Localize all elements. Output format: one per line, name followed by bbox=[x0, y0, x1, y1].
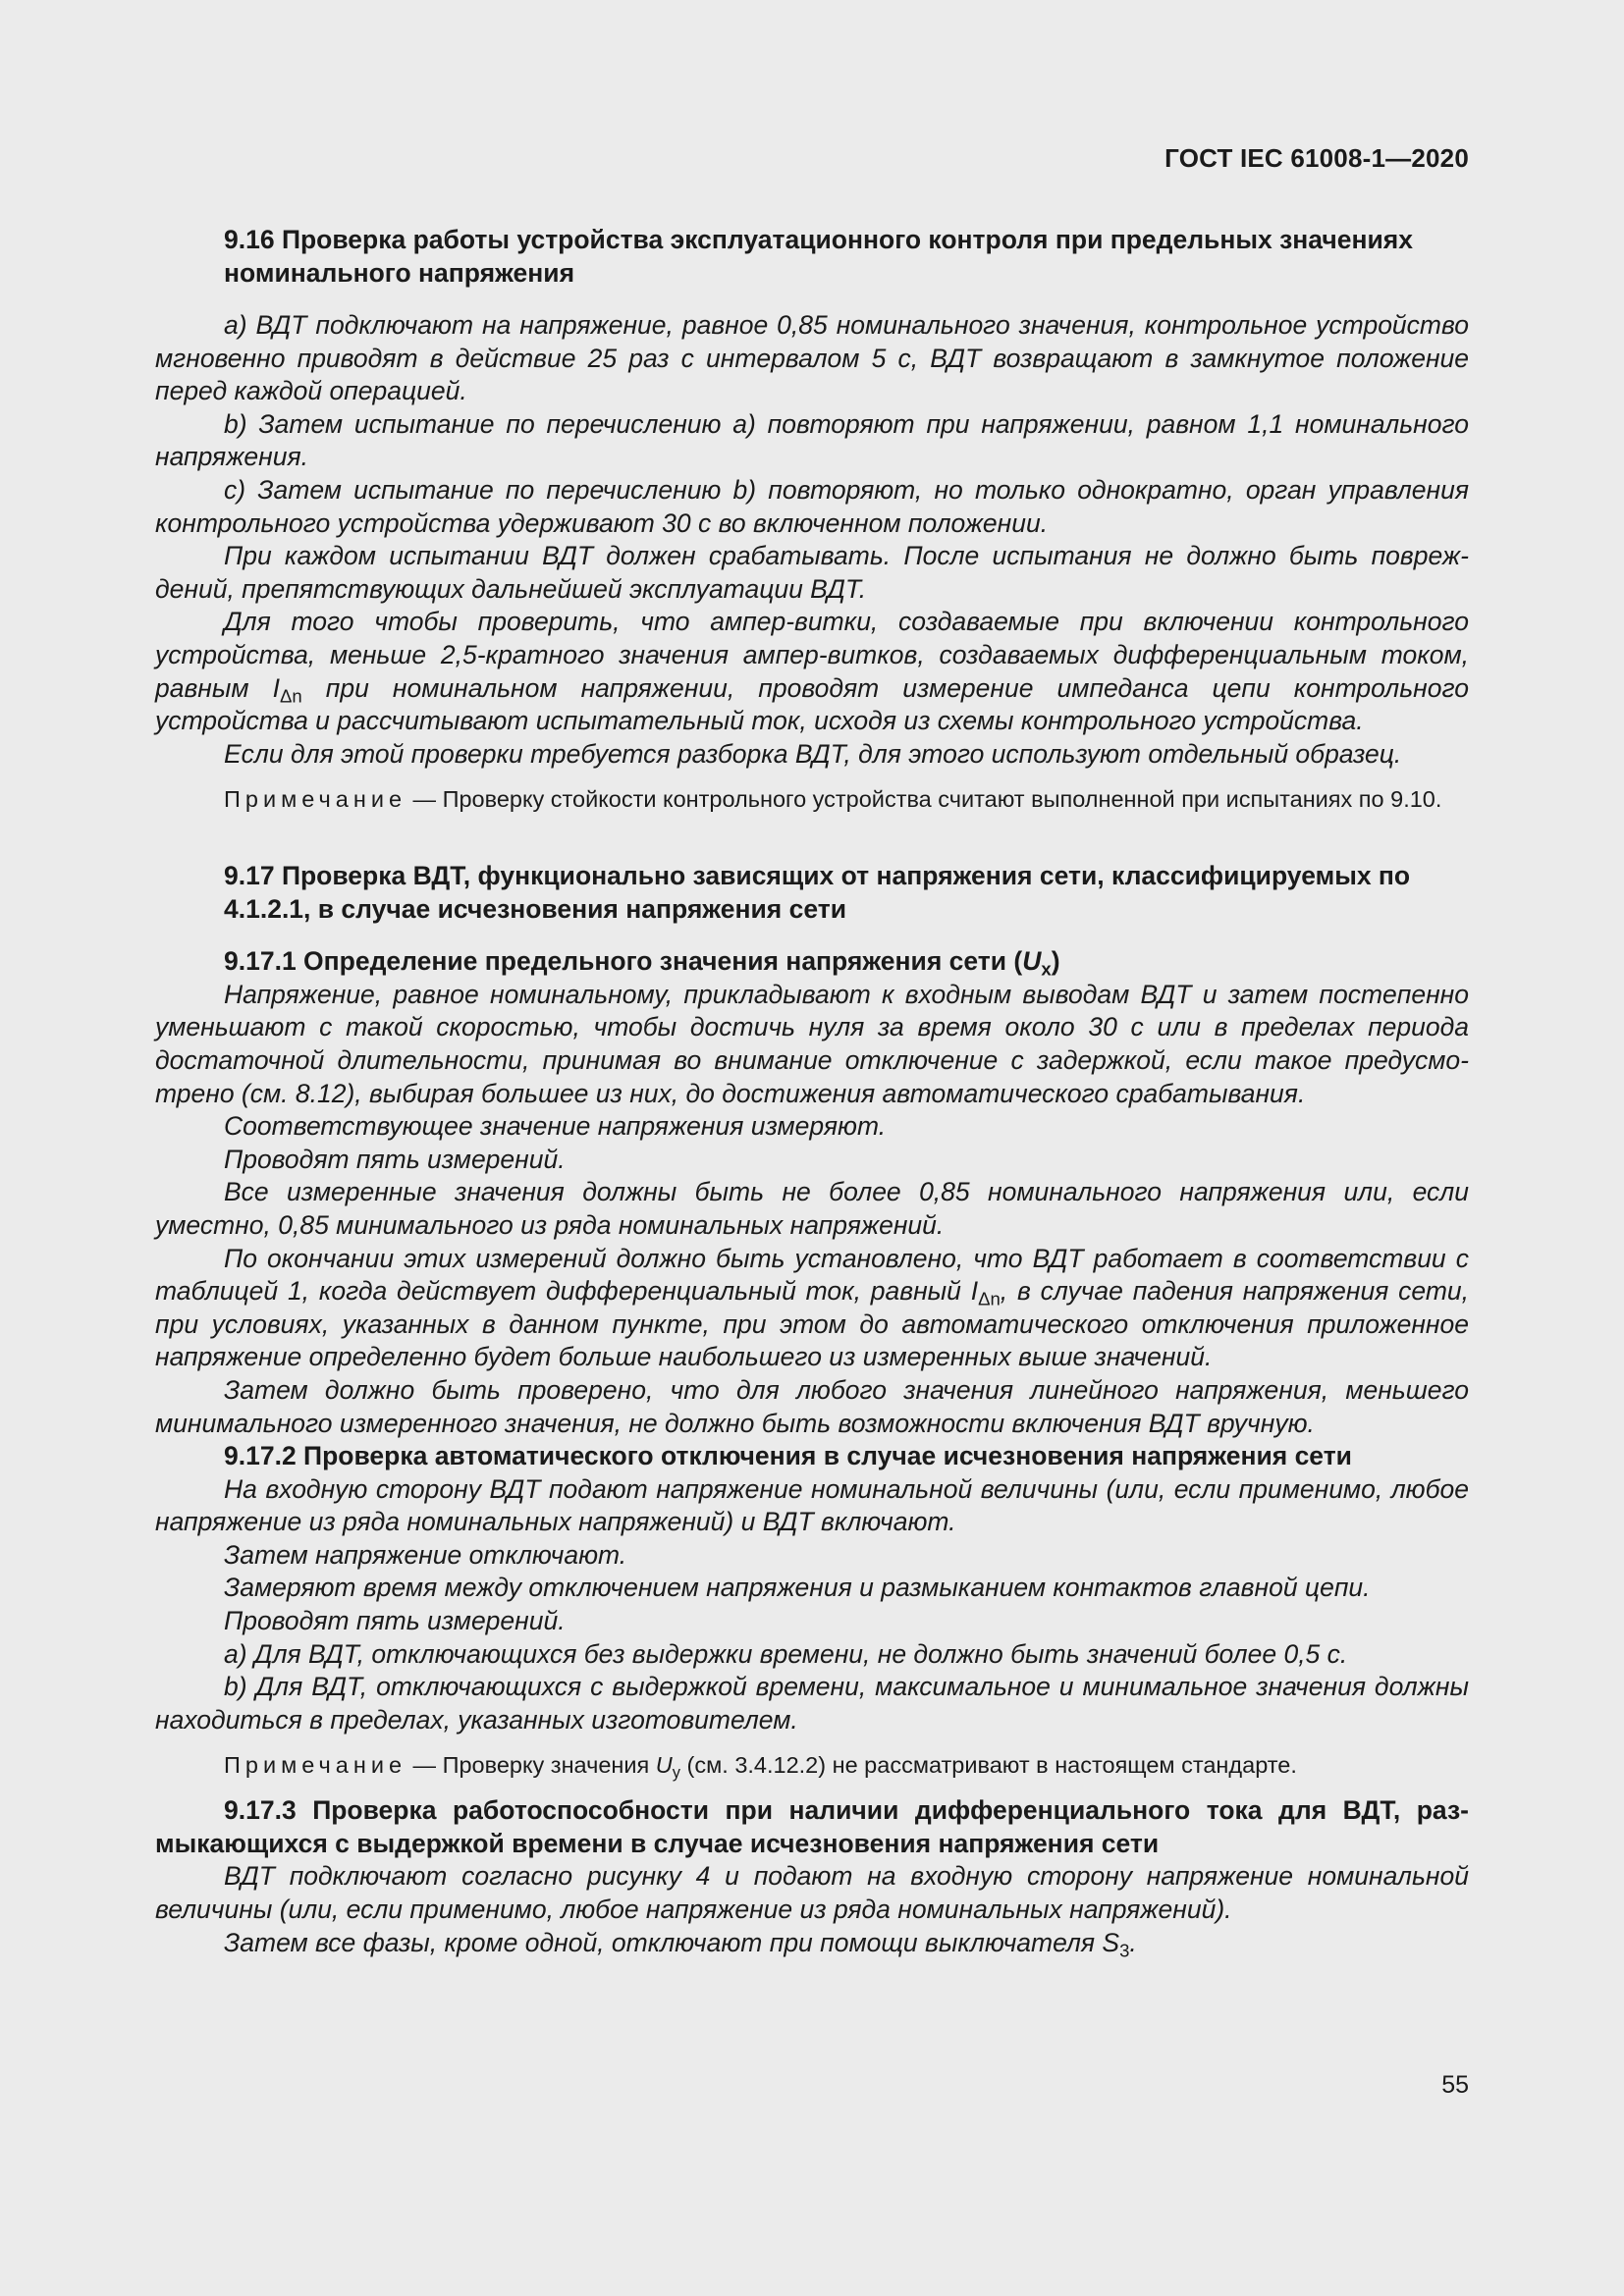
paragraph: Напряжение, равное номинальному, прикладывают к входным выводам ВДТ и затем постепенно уменьшают с такой скоростью, чтобы достичь нуля за время около 30 с или в пределах периода достаточной длительности, принимая во внимание отключение с задержкой, если такое предусмотрено (см. 8.12), выбирая большее из них, до достижения автоматического срабатывания. bbox=[155, 979, 1469, 1108]
note: Примечание — Проверку значения $U_y$ (см. 3.4.12.2) не рассматривают в настоящем стандарте. bbox=[224, 1752, 1297, 1783]
paragraph: с) Затем испытание по перечислению b) повторяют, но только однократно, орган управления контрольного устройства удерживают 30 с во включенном положении. bbox=[155, 474, 1469, 538]
page-number: 55 bbox=[1441, 2071, 1469, 2099]
paragraph: Все измеренные значения должны быть не более 0,85 номинального напряжения или, если уместно, 0,85 минимального из ряда номинальных напряжений. bbox=[155, 1177, 1469, 1240]
paragraph: По окончании этих измерений должно быть установлено, что ВДТ работает в соответствии с таблицей 1, когда действует дифференциальный ток, равный $I_{\Delta n}$, в случае падения напряжения сети, при условиях, указанных в данном пункте, при этом до автоматического отключения приложенное напряжение определенно будет больше наибольшего из измеренных выше значений. bbox=[155, 1243, 1469, 1372]
paragraph: а) Для ВДТ, отключающихся без выдержки времени, не должно быть значений более 0,5 с. bbox=[224, 1638, 1348, 1669]
document-body bbox=[155, 224, 1469, 1959]
paragraph: Затем все фазы, кроме одной, отключают при помощи выключателя $S_3$. bbox=[224, 1927, 1137, 1961]
paragraph: Проводят пять измерений. bbox=[224, 1144, 566, 1174]
paragraph: На входную сторону ВДТ подают напряжение номинальной величины (или, если применимо, любое напряжение из ряда номинальных напряжений) и ВДТ включают. bbox=[155, 1473, 1469, 1537]
paragraph: Затем должно быть проверено, что для любого значения линейного напряжения, меньшего минимального измеренного значения, не должно быть возможности включения ВДТ вручную. bbox=[155, 1374, 1469, 1438]
paragraph: Для того чтобы проверить, что ампер-витки, создаваемые при включении контрольного устройства, меньше 2,5-кратного значения ампер-витков, создаваемых дифференциальным током, равным $I_{\Delta n}$ при номинальном напряжении, проводят измерение импеданса цепи контрольного устройства и рассчитывают испытательный ток, исходя из схемы контрольного устройства. bbox=[155, 607, 1470, 736]
section-9-17-1-title: 9.17.1 Определение предельного значения напряжения сети $(U_x)$ bbox=[224, 946, 1060, 980]
paragraph: Если для этой проверки требуется разборка ВДТ, для этого используют отдельный образец. bbox=[224, 738, 1402, 769]
paragraph: Соответствующее значение напряжения измеряют. bbox=[224, 1111, 887, 1142]
section-9-17-title: 9.17 Проверка ВДТ, функционально зависящих от напряжения сети, классифицируемых по 4.1.2.1, в случае исчезновения напряжения сети bbox=[224, 861, 1411, 924]
document-code: ГОСТ IEC 61008-1—2020 bbox=[1164, 143, 1469, 173]
section-9-17-3-title: 9.17.3 Проверка работоспособности при наличии дифференциального тока для ВДТ, размыкающихся с выдержкой времени в случае исчезновения напряжения сети bbox=[155, 1795, 1469, 1858]
paragraph: Проводят пять измерений. bbox=[224, 1606, 566, 1635]
paragraph: Замеряют время между отключением напряжения и размыканием контактов главной цепи. bbox=[224, 1573, 1371, 1603]
paragraph: b) Затем испытание по перечислению а) повторяют при напряжении, равном 1,1 номинального напряжения. bbox=[155, 408, 1469, 472]
paragraph: а) ВДТ подключают на напряжение, равное 0,85 номинального значения, контрольное устройство мгновенно приводят в действие 25 раз с интервалом 5 с, ВДТ возвращают в замкнутое положение перед каждой операцией. bbox=[155, 310, 1469, 406]
paragraph: ВДТ подключают согласно рисунку 4 и подают на входную сторону напряжение номинальной величины (или, если применимо, любое напряжение из ряда номинальных напряжений). bbox=[155, 1861, 1469, 1924]
paragraph: Затем напряжение отключают. bbox=[224, 1539, 627, 1570]
paragraph: При каждом испытании ВДТ должен срабатывать. После испытания не должно быть повреждений, препятствующих дальнейшей эксплуатации ВДТ. bbox=[155, 541, 1469, 604]
note: Примечание — Проверку стойкости контрольного устройства считают выполненной при испытаниях по 9.10. bbox=[224, 786, 1442, 813]
paragraph: b) Для ВДТ, отключающихся с выдержкой времени, максимальное и минимальное значения должны находиться в пределах, указанных изготовителем. bbox=[155, 1672, 1469, 1735]
section-9-17-2-title: 9.17.2 Проверка автоматического отключения в случае исчезновения напряжения сети bbox=[224, 1441, 1352, 1471]
section-9-16-title: 9.16 Проверка работы устройства эксплуатационного контроля при предельных значениях номинального напряжения bbox=[224, 225, 1413, 288]
